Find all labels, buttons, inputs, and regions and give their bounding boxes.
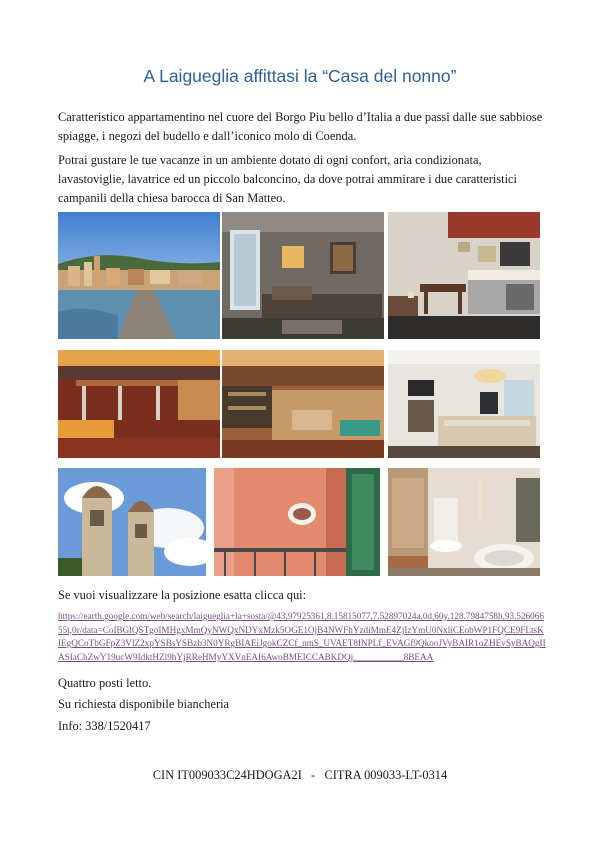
bell-towers-photo (58, 468, 206, 576)
kitchen-photo (388, 212, 540, 339)
loft-bedroom-photo (58, 350, 220, 458)
balcony-view-photo (214, 468, 380, 576)
intro-paragraph: Caratteristico appartamentino nel cuore del Borgo Piu bello d’Italia a due passi dalle sue sabbiose spiagge, i negozi del budello e dall’iconico molo di Coenda. (58, 110, 543, 143)
google-earth-link[interactable]: https://earth.google.com/web/search/laigueglia+la+sosta/@43.97925361,8.15815077,7.52897024a,0d,60y,128.7984758h,93.52606655t,0r/data=CoIBGlQSTgoIMHgxMmQyNWQxNDYxMzk5OGE1OjB4NWFhYzdiMmE4ZjIzYmU0NxliCEobWP1FQCE9FLtsKIEgQCoTbGFpZ3VlZ2xpYSBsYSBzb3N0YRgBIAEiJgokCZCf_nmS_UVAET8INPLf_EVAGf9QkooJVyBAIR1oZHEvSyBAQgIIASIaChZwY19ucW9IdktHZl9hYjRReHMyYXVnEAI6AwoBMEICCABKDQj___________8BEAA (58, 611, 546, 662)
map-label: Se vuoi visualizzare la posizione esatta clicca qui: (58, 588, 307, 602)
page-title: A Laigueglia affittasi la “Casa del nonno” (143, 66, 457, 86)
bathroom-photo (388, 468, 540, 576)
bedroom-photo (388, 350, 540, 458)
amenities-paragraph: Potrai gustare le tue vacanze in un ambiente dotato di ogni confort, aria condizionata, lavastoviglie, lavatrice ed un piccolo balconcino, da dove potrai ammirare i due caratteristici campanili della chiesa barocca di San Matteo. (58, 153, 517, 205)
linen-info: Su richiesta disponibile biancheria (58, 697, 230, 711)
pier-seaside-photo (58, 212, 220, 339)
registration-codes: CIN IT009033C24HDOGA2I - CITRA 009033-LT-0314 (152, 768, 448, 782)
beds-info: Quattro posti letto. (58, 676, 152, 690)
loft-wood-beams-photo (222, 350, 384, 458)
living-room-photo (222, 212, 384, 339)
phone-info: Info: 338/1520417 (58, 719, 151, 733)
